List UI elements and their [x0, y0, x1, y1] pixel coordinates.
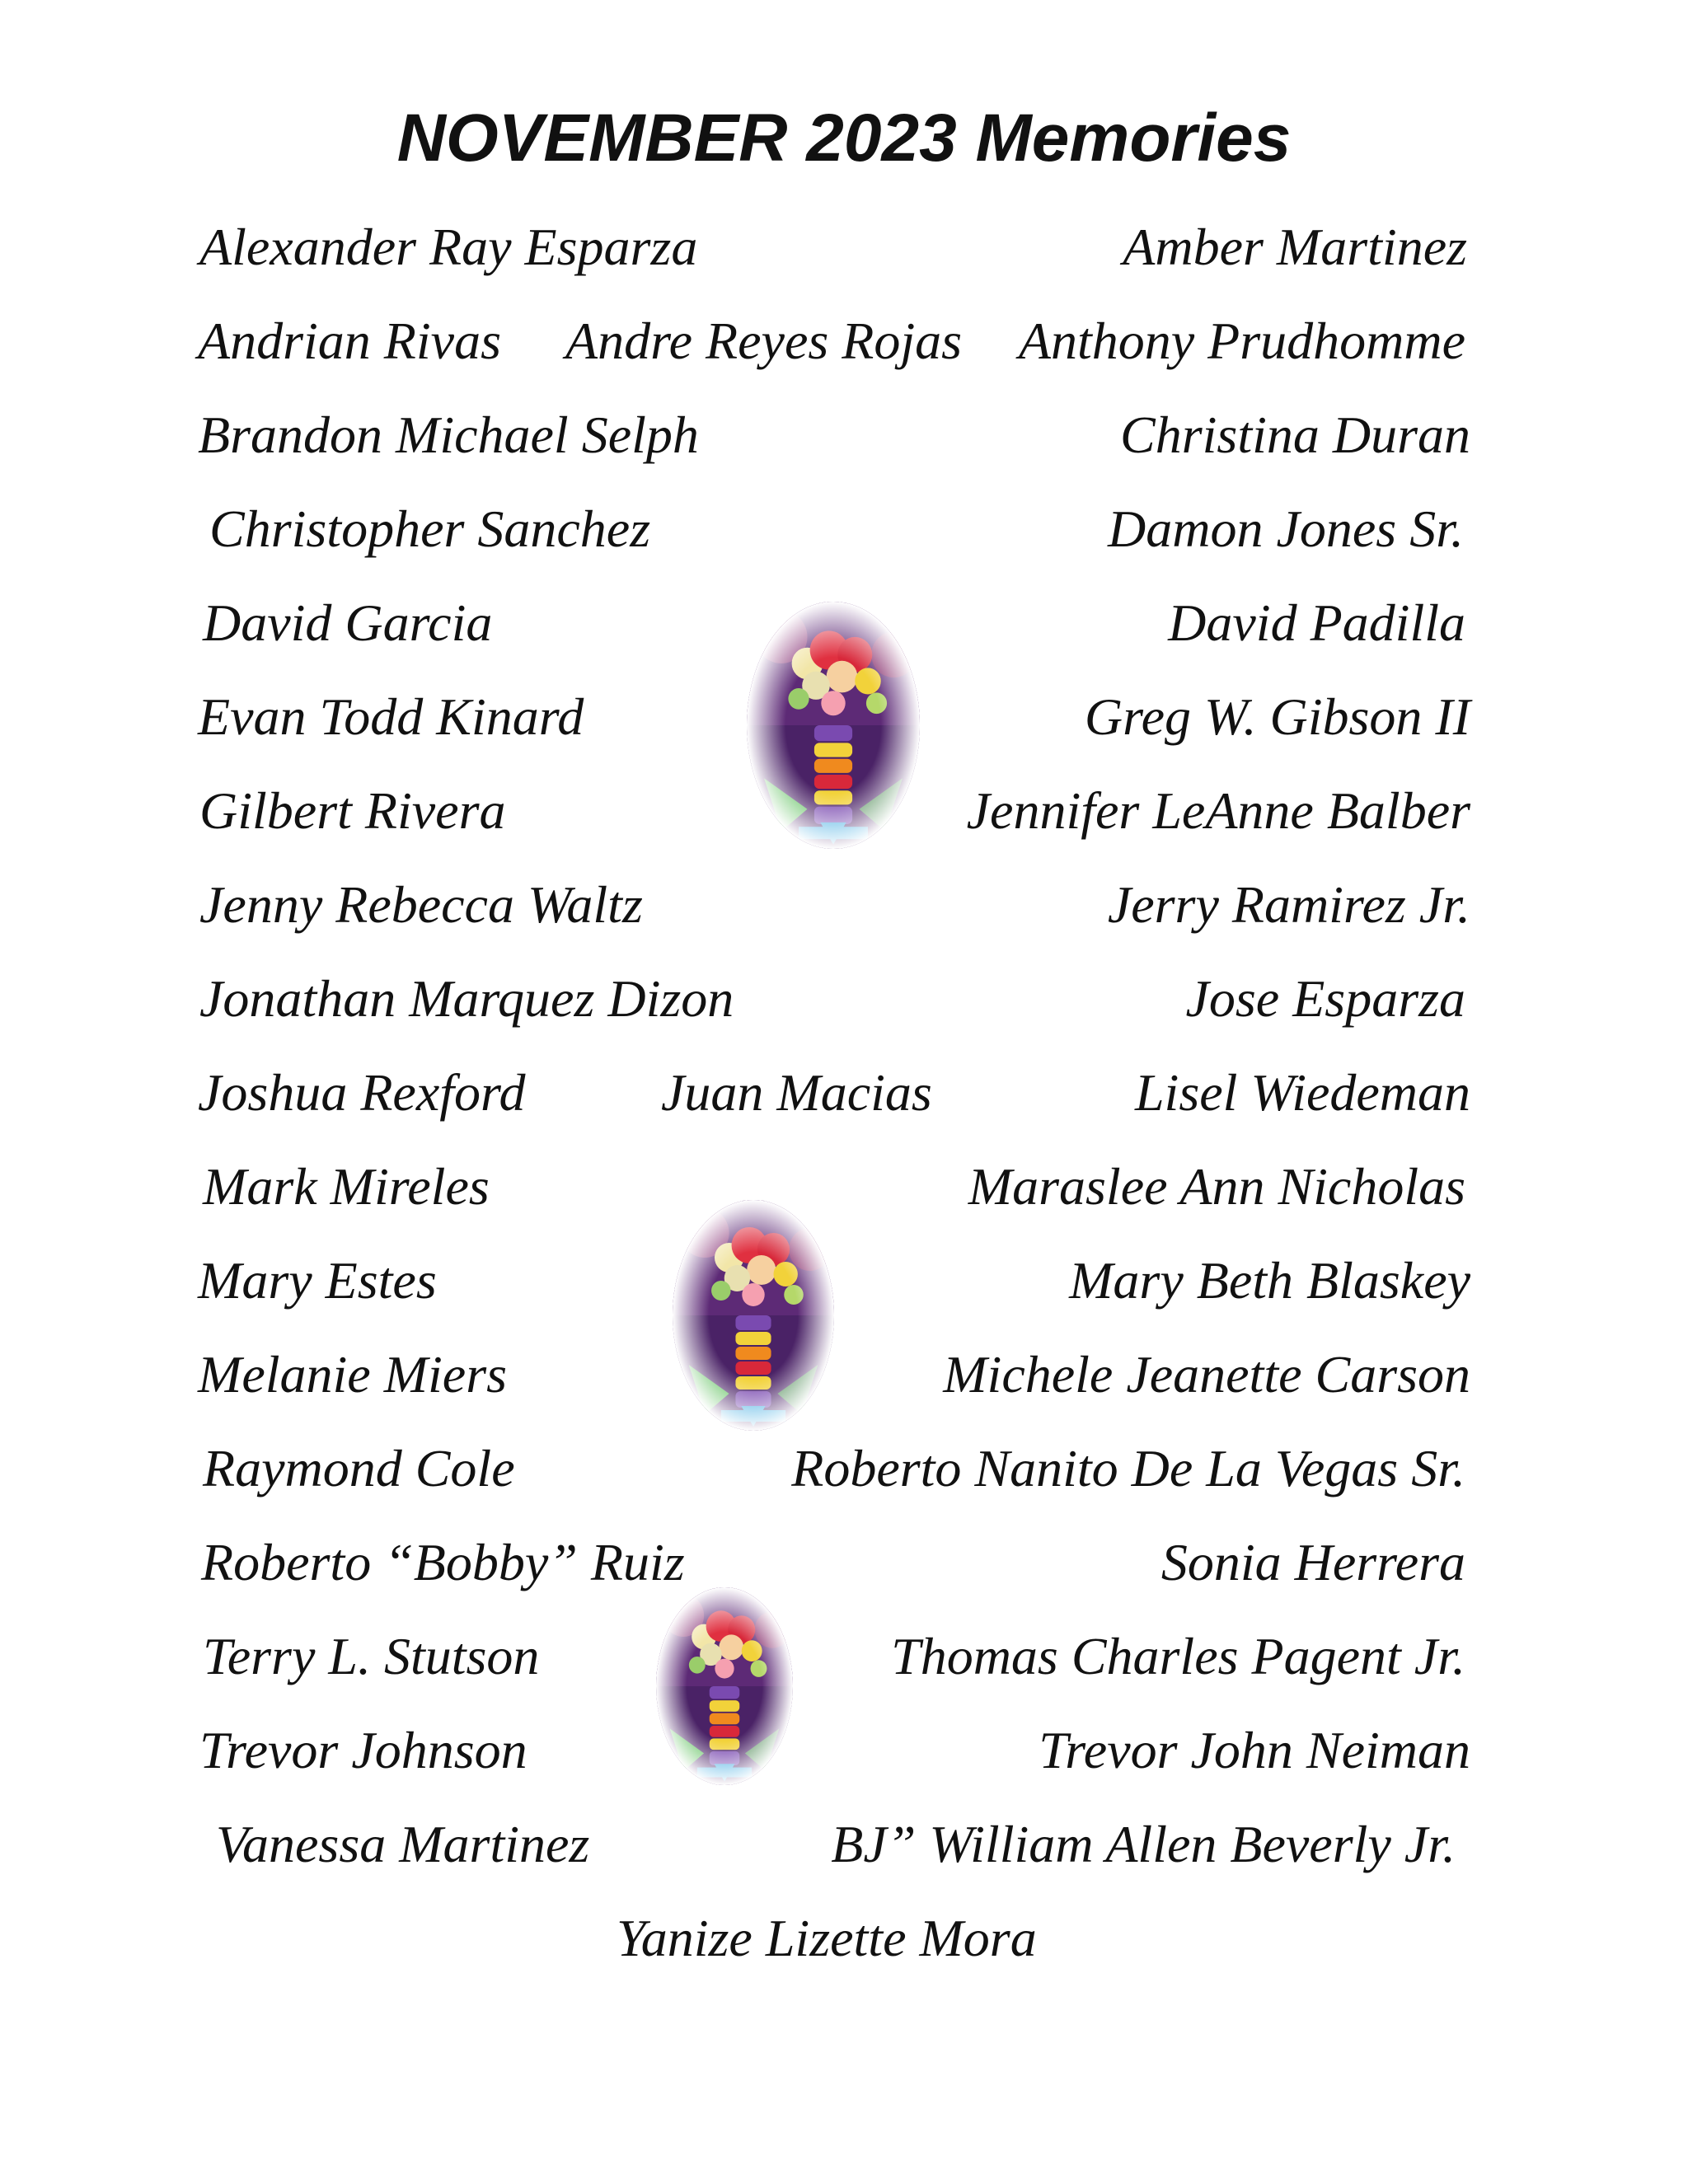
- name-evan-todd-kinard: Evan Todd Kinard: [198, 687, 584, 746]
- name-jenny-rebecca-waltz: Jenny Rebecca Waltz: [199, 875, 643, 934]
- name-sonia-herrera: Sonia Herrera: [1160, 1533, 1465, 1591]
- flower-bouquet-image: [673, 1200, 834, 1431]
- name-brandon-michael-selph: Brandon Michael Selph: [198, 405, 699, 464]
- name-damon-jones-sr: Damon Jones Sr.: [1108, 499, 1464, 558]
- name-jose-esparza: Jose Esparza: [1185, 969, 1465, 1028]
- flower-bouquet-image: [747, 602, 920, 849]
- name-trevor-john-neiman: Trevor John Neiman: [1039, 1721, 1470, 1779]
- name-juan-macias: Juan Macias: [661, 1063, 932, 1122]
- name-trevor-johnson: Trevor Johnson: [199, 1721, 528, 1779]
- name-amber-martinez: Amber Martinez: [1123, 218, 1467, 276]
- name-joshua-rexford: Joshua Rexford: [198, 1063, 526, 1122]
- name-anthony-prudhomme: Anthony Prudhomme: [1018, 312, 1465, 370]
- name-jonathan-marquez-dizon: Jonathan Marquez Dizon: [199, 969, 734, 1028]
- name-vanessa-martinez: Vanessa Martinez: [216, 1815, 590, 1873]
- name-gilbert-rivera: Gilbert Rivera: [199, 781, 506, 840]
- name-jennifer-leanne-balber: Jennifer LeAnne Balber: [966, 781, 1470, 840]
- name-greg-w-gibson-ii: Greg W. Gibson II: [1084, 687, 1470, 746]
- name-thomas-charles-pagent-jr: Thomas Charles Pagent Jr.: [891, 1627, 1465, 1685]
- name-christina-duran: Christina Duran: [1120, 405, 1470, 464]
- name-roberto-bobby-ruiz: Roberto “Bobby” Ruiz: [201, 1533, 685, 1591]
- name-david-padilla: David Padilla: [1168, 593, 1465, 652]
- name-maraslee-ann-nicholas: Maraslee Ann Nicholas: [968, 1157, 1465, 1216]
- name-terry-l-stutson: Terry L. Stutson: [203, 1627, 540, 1685]
- name-mark-mireles: Mark Mireles: [203, 1157, 490, 1216]
- name-jerry-ramirez-jr: Jerry Ramirez Jr.: [1107, 875, 1470, 934]
- name-bj-william-allen-beverly-jr: BJ” William Allen Beverly Jr.: [831, 1815, 1456, 1873]
- name-david-garcia: David Garcia: [203, 593, 493, 652]
- name-michele-jeanette-carson: Michele Jeanette Carson: [943, 1345, 1470, 1404]
- name-andrian-rivas: Andrian Rivas: [198, 312, 501, 370]
- page-title: NOVEMBER 2023 Memories: [396, 101, 1292, 176]
- name-alexander-ray-esparza: Alexander Ray Esparza: [199, 218, 698, 276]
- name-mary-beth-blaskey: Mary Beth Blaskey: [1069, 1251, 1470, 1310]
- name-melanie-miers: Melanie Miers: [198, 1345, 507, 1404]
- flower-bouquet-image: [656, 1587, 793, 1785]
- name-christopher-sanchez: Christopher Sanchez: [209, 499, 651, 558]
- name-raymond-cole: Raymond Cole: [203, 1439, 515, 1497]
- name-andre-reyes-rojas: Andre Reyes Rojas: [565, 312, 963, 370]
- name-roberto-nanito-de-la-vegas-sr: Roberto Nanito De La Vegas Sr.: [791, 1439, 1465, 1497]
- name-lisel-wiedeman: Lisel Wiedeman: [1134, 1063, 1470, 1122]
- name-mary-estes: Mary Estes: [198, 1251, 437, 1310]
- name-yanize-lizette-mora: Yanize Lizette Mora: [617, 1909, 1037, 1967]
